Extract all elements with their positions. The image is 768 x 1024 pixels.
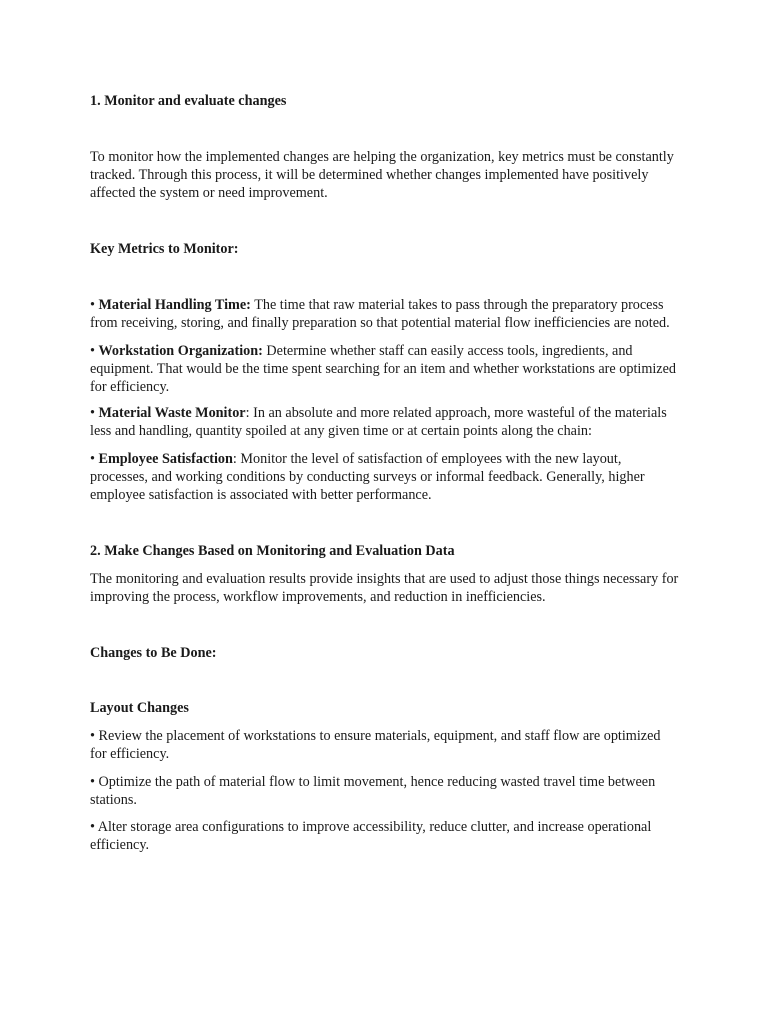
layout-changes-heading: Layout Changes [90, 700, 189, 716]
bullet: • [90, 405, 95, 421]
metrics-heading: Key Metrics to Monitor: [90, 241, 239, 257]
layout-change-item: • Review the placement of workstations to ensure materials, equipment, and staff flow are optimized for efficiency. [90, 728, 661, 762]
bullet: • [90, 343, 95, 359]
section-2-intro: The monitoring and evaluation results provide insights that are used to adjust those things necessary for improving the process, workflow improvements, and reduction in inefficiencies. [90, 571, 679, 605]
metric-item-workstation-organization [90, 342, 680, 396]
metric-label: Material Handling Time: [98, 297, 251, 313]
metric-item-employee-satisfaction [90, 450, 680, 504]
metric-label: Employee Satisfaction [98, 451, 233, 467]
metric-label: Workstation Organization: [98, 343, 263, 359]
metric-text: : Monitor the level of satisfaction of employees with the new layout, processes, and working conditions by conducting surveys or informal feedback. Generally, higher employee satisfaction is associated with better performance. [90, 451, 645, 503]
section-2-heading: 2. Make Changes Based on Monitoring and Evaluation Data [90, 543, 455, 559]
changes-heading: Changes to Be Done: [90, 645, 217, 661]
metric-item-material-waste-monitor [90, 404, 680, 440]
metric-text: The time that raw material takes to pass through the preparatory process from receiving, storing, and finally preparation so that potential material flow inefficiencies are noted. [90, 297, 670, 331]
bullet: • [90, 451, 95, 467]
bullet: • [90, 297, 95, 313]
metric-item-material-handling-time [90, 296, 680, 332]
layout-change-item: • Optimize the path of material flow to limit movement, hence reducing wasted travel time between stations. [90, 774, 656, 808]
metric-text: Determine whether staff can easily access tools, ingredients, and equipment. That would be the time spent searching for an item and whether workstations are optimized for efficiency. [90, 343, 676, 395]
metric-label: Material Waste Monitor [98, 405, 246, 421]
metric-text: : In an absolute and more related approach, more wasteful of the materials less and handling, quantity spoiled at any given time or at certain points along the chain: [90, 405, 667, 439]
section-1-intro: To monitor how the implemented changes are helping the organization, key metrics must be constantly tracked. Through this process, it will be determined whether changes implemented have positively affected the system or need improvement. [90, 149, 674, 201]
section-1-heading: 1. Monitor and evaluate changes [90, 93, 287, 109]
layout-change-item: • Alter storage area configurations to improve accessibility, reduce clutter, and increase operational efficiency. [90, 819, 652, 853]
